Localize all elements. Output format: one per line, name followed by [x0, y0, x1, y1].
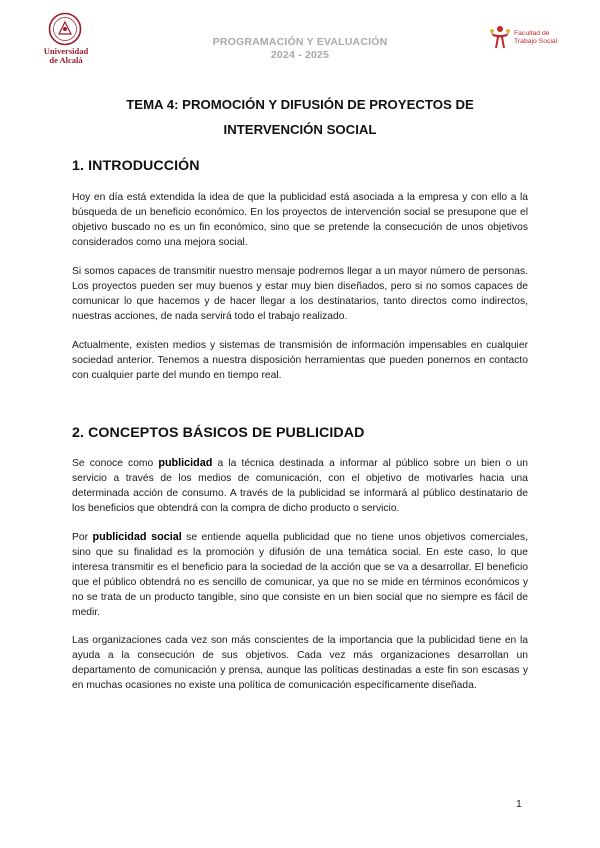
university-logo	[40, 12, 90, 68]
title-line-2: INTERVENCIÓN SOCIAL	[223, 122, 377, 137]
term-publicidad: publicidad	[158, 457, 213, 469]
paragraph: Hoy en día está extendida la idea de que la publicidad está asociada a la empresa y con ello a la búsqueda de un beneficio económico. En los proyectos de intervención social se presupone que el objetivo buscado no es un fin económico, sino que se pretende la consecución de unos objetivos considerados como una mejora social.	[72, 192, 528, 248]
university-seal-icon	[48, 12, 82, 46]
paragraph: Por publicidad social se entiende aquella publicidad que no tiene unos objetivos comerciales, sino que su finalidad es la promoción y difusión de una temática social. En este caso, lo que interesa transmitir es el beneficio para la sociedad de la acción que se va a desarrollar. El beneficio que el público obtendrá no es sencillo de comunicar, ya que no se mide en términos económicos y no se trata de un producto tangible, sino que consiste en un bien social que no siempre es fácil de medir.	[72, 531, 529, 618]
document-title	[60, 92, 540, 142]
header-course-title: PROGRAMACIÓN Y EVALUACIÓN	[212, 36, 388, 48]
university-name: Universidad de Alcalá	[43, 46, 89, 65]
page-number: 1	[516, 798, 522, 810]
section-heading-introduccion: 1. INTRODUCCIÓN	[72, 158, 200, 174]
faculty-figure-icon	[487, 24, 513, 50]
paragraph: Las organizaciones cada vez son más conscientes de la importancia que la publicidad tiene en la ayuda a la consecución de sus objetivos. Cada vez más organizaciones desarrollan un departamento de comunicación y prensa, aunque las políticas destinadas a este fin son escasas y en muchas ocasiones no existe una política de comunicación específicamente diseñada.	[72, 635, 528, 691]
section-heading-conceptos: 2. CONCEPTOS BÁSICOS DE PUBLICIDAD	[72, 425, 365, 441]
document-header	[200, 36, 400, 62]
term-publicidad-social: publicidad social	[92, 531, 182, 543]
faculty-logo	[487, 24, 577, 54]
paragraph: Actualmente, existen medios y sistemas de transmisión de información impensables en cualquier sociedad anterior. Tenemos a nuestra disposición herramientas que pueden ponernos en contacto con cualquier parte del mundo en tiempo real.	[72, 340, 528, 381]
title-line-1: TEMA 4: PROMOCIÓN Y DIFUSIÓN DE PROYECTOS DE	[126, 97, 474, 112]
paragraph: Se conoce como publicidad a la técnica destinada a informar al público sobre un bien o un servicio a través de los medios de comunicación, con el objetivo de motivarles hacia una determinada acción de consumo. A través de la publicidad se informará al público destinatario de los beneficios que obtendrá con la compra de dicho producto o servicio.	[72, 457, 528, 514]
paragraph: Si somos capaces de transmitir nuestro mensaje podremos llegar a un mayor número de personas. Los proyectos pueden ser muy buenos y estar muy bien diseñados, pero si no somos capaces de comunicar lo que hacemos y de hacer llegar a los destinatarios, tanto directos como indirectos, nuestras acciones, de nada servirá todo el trabajo realizado.	[72, 266, 528, 322]
faculty-name: Facultad de Trabajo Social	[514, 30, 558, 45]
header-academic-year: 2024 - 2025	[270, 49, 330, 61]
